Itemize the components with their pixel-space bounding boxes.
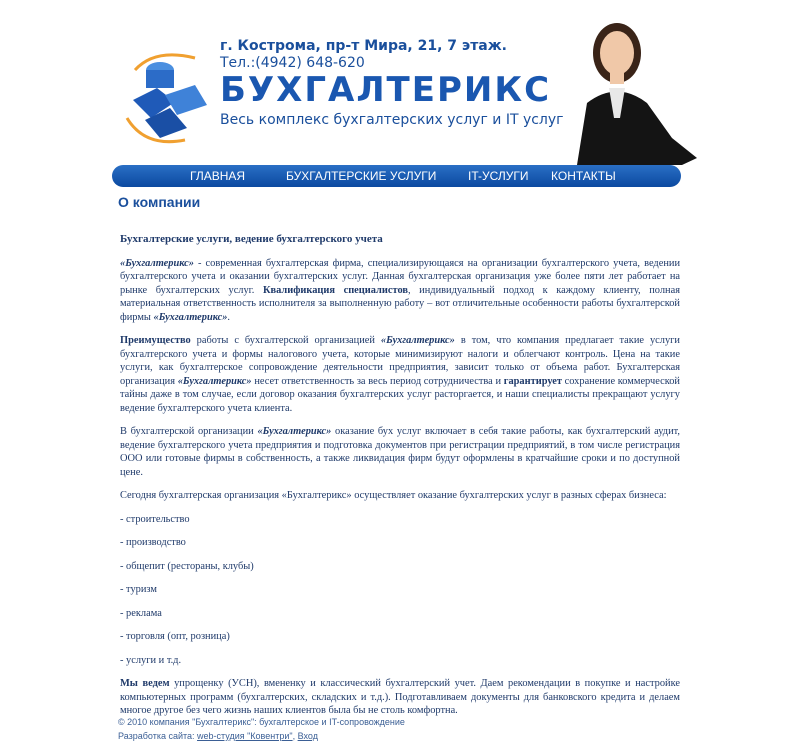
login-link[interactable]: Вход [297, 731, 318, 741]
nav-item-accounting-services[interactable]: БУХГАЛТЕРСКИЕ УСЛУГИ [286, 169, 437, 183]
list-item: - реклама [120, 607, 162, 619]
footer-dev: Разработка сайта: web-студия "Ковентри", Вход [118, 731, 318, 741]
company-logo [115, 40, 215, 150]
list-item: - производство [120, 537, 186, 548]
nav-item-home[interactable]: ГЛАВНАЯ [190, 169, 246, 183]
article-subtitle: Бухгалтерские услуги, ведение бухгалтерского учета [120, 233, 383, 245]
copyright: © 2010 компания "Бухгалтерикс": бухгалтерское и IT-сопровождение [118, 717, 405, 727]
nav-item-it-services[interactable]: IT-УСЛУГИ [468, 169, 529, 183]
paragraph-advantage: Преимущество работы с бухгалтерской организацией «Бухгалтерикс» в том, что компания предлагает такие услуги бухгалтерского учета и формы налогового учета, которые минимизируют налоги и облегчают контроль. Цена на такие услуги, как бухгалтерское сопровождение деятельности предприятия, зависит только от объема работ. Бухгалтерская организация «Бухгалтерикс» несет ответственность за весь период сотрудничества и гарантирует сохранение коммерческой тайны даже в том случае, если договор оказания бухгалтерских услуг расторгается, и наши специалисты прекращают услугу ведение бухгалтерского учета клиента. [120, 335, 680, 414]
phone-text: Тел.:(4942) 648-620 [220, 55, 365, 71]
paragraph-services: В бухгалтерской организации «Бухгалтерикс» оказание бух услуг включает в себя такие работы, как бухгалтерский аудит, ведение бухгалтерского учета предприятия и подготовка документов при регистрации предприятий, в том числе регистрация ООО или готовые фирмы в собственность, а также ликвидация фирм будут оформлены в кратчайшие сроки и по доступной цене. [120, 426, 680, 478]
consultant-photo [562, 8, 702, 165]
list-item: - общепит (рестораны, клубы) [120, 560, 254, 572]
main-nav [112, 165, 681, 187]
address-text: г. Кострома, пр-т Мира, 21, 7 этаж. [220, 38, 507, 54]
dev-studio-link[interactable]: web-студия "Ковентри" [197, 731, 293, 741]
company-name: «Бухгалтерикс» [120, 257, 194, 269]
list-item: - туризм [120, 584, 157, 595]
slogan: Весь комплекс бухгалтерских услуг и IT услуг [220, 112, 564, 128]
nav-item-contacts[interactable]: КОНТАКТЫ [551, 169, 616, 183]
paragraph-spheres-intro: Сегодня бухгалтерская организация «Бухгалтерикс» осуществляет оказание бухгалтерских услуг в разных сферах бизнеса: [120, 490, 667, 501]
list-item: - торговля (опт, розница) [120, 631, 230, 642]
page-title: О компании [118, 194, 201, 210]
header [0, 0, 800, 165]
paragraph-intro: «Бухгалтерикс» - современная бухгалтерская фирма, специализирующаяся на организации бухгалтерского учета, ведении бухгалтерского учета и оказании бухгалтерских услуг. Данная бухгалтерская организация уже более пяти лет работает на рынке бухгалтерских услуг. Квалификация специалистов, индивидуальный подход к каждому клиенту, полная материальная ответственность исполнителя за выполненную работу – вот отличительные особенности работы бухгалтерской фирмы «Бухгалтерикс». [120, 257, 680, 323]
brand-name: БУХГАЛТЕРИКС [220, 70, 552, 110]
article [120, 233, 680, 728]
list-item: - строительство [120, 513, 190, 525]
list-item: - услуги и т.д. [120, 654, 182, 666]
paragraph-we-do: Мы ведем упрощенку (УСН), вмененку и классический бухгалтерский учет. Даем рекомендации в покупке и настройке компьютерных программ (бухгалтерских, складских и т.д.). Подготавливаем документы для банковского кредита и делаем многое другое без чего жизнь наших клиентов была бы не столь комфортна. [120, 678, 680, 716]
